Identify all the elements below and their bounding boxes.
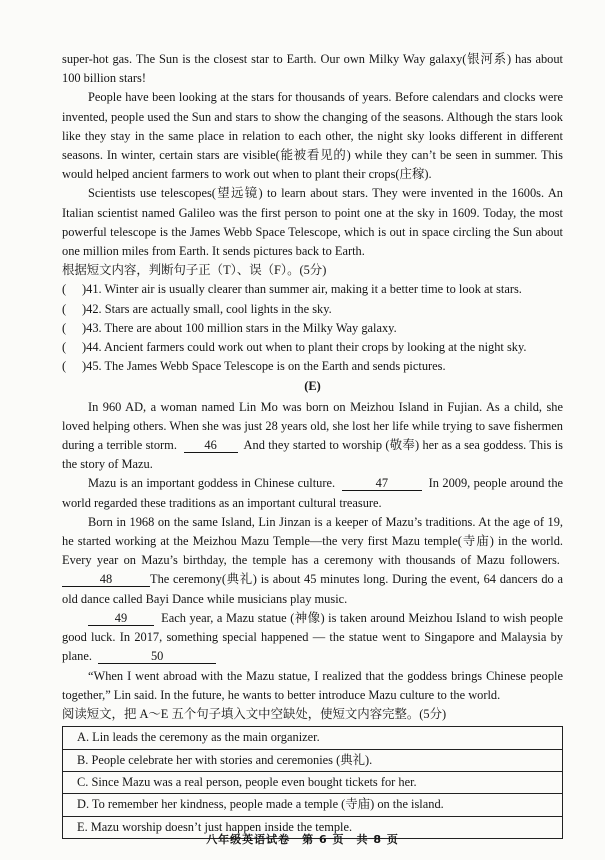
page-footer: 八年级英语试卷 第 6 页 共 8 页 [206, 833, 399, 846]
passage-d-telescopes: Scientists use telescopes(望远镜) to learn about stars. They were invented in the 1600s. An Italian scientist named Galileo was the first person to point one at the sky in 1609. Today, the most powerful telescope is the James Webb Space Telescope, which is out in space circling the Sun about one million miles from Earth. It sends pictures back to Earth. [62, 186, 563, 259]
option-c: C. Since Mazu was a real person, people even bought tickets for her. [63, 772, 562, 794]
question-41[interactable] [62, 280, 563, 299]
option-d: D. To remember her kindness, people made a temple (寺庙) on the island. [63, 794, 562, 816]
page-content [62, 50, 563, 839]
passage-e-para-5: “When I went abroad with the Mazu statue, I realized that the goddess brings Chinese people together,” Lin said. In the future, he wants to better introduce Mazu culture to the world. [62, 668, 563, 702]
blank-50[interactable]: 50 [98, 649, 216, 664]
option-e: E. Mazu worship doesn’t just happen inside the temple. [77, 819, 353, 834]
question-text: )43. There are about 100 million stars in the Milky Way galaxy. [82, 320, 397, 335]
para-text: Born in 1968 on the same Island, Lin Jinzan is a keeper of Mazu’s traditions. At the age of 19, he started working at the Meizhou Mazu Temple—the very first Mazu temple(寺庙) in the world. Every year on Mazu’s birthday, the temple has a ceremony with thousands of Mazu followers. [62, 514, 563, 568]
fill-instruction: 阅读短文，把 A～E 五个句子填入文中空缺处，使短文内容完整。(5分) [62, 706, 447, 721]
passage-d-history: People have been looking at the stars for thousands of years. Before calendars and clocks were invented, people used the Sun and stars to show the changing of the seasons. Although the stars look like they stay in the same place in relation to each other, the night sky looks different in different seasons. In winter, certain stars are visible(能被看见的) while they can’t be seen in summer. This would helped ancient farmers to work out when to plant their crops(庄稼). [62, 90, 563, 182]
passage-e-para-2 [62, 474, 563, 512]
para-text: The ceremony(典礼) is about 45 minutes long. During the event, 64 dancers do a old dance called Bayi Dance while musicians play music. [62, 572, 563, 606]
answer-paren: ( [62, 301, 67, 316]
question-text: )44. Ancient farmers could work out when to plant their crops by looking at the night sky. [82, 340, 527, 355]
question-45[interactable] [62, 357, 563, 376]
passage-e-para-4 [62, 609, 563, 667]
question-text: )45. The James Webb Space Telescope is on the Earth and sends pictures. [82, 359, 446, 374]
para-text: Mazu is an important goddess in Chinese culture. [88, 476, 336, 491]
question-43[interactable] [62, 319, 563, 338]
option-b: B. People celebrate her with stories and ceremonies (典礼). [63, 750, 562, 772]
question-42[interactable] [62, 300, 563, 319]
blank-47[interactable]: 47 [342, 476, 422, 491]
blank-46[interactable]: 46 [184, 438, 238, 453]
answer-paren: ( [62, 359, 67, 374]
options-box [62, 726, 563, 839]
para-text: And they started to worship (敬奉) her as a sea goddess. This is the story of Mazu. [62, 438, 563, 472]
answer-paren: ( [62, 282, 67, 297]
para-text: Each year, a Mazu statue (神像) is taken around Meizhou Island to wish people good luck. In 2017, something special happened — the statue went to Singapore and Malaysia by plane. [62, 610, 563, 664]
passage-d-intro: super-hot gas. The Sun is the closest star to Earth. Our own Milky Way galaxy(银河系) has about 100 billion stars! [62, 52, 563, 86]
para-text: In 960 AD, a woman named Lin Mo was born on Meizhou Island in Fujian. As a child, she loved helping others. When she was just 28 years old, she lost her life while trying to save fishermen during a terrible storm. [62, 399, 563, 453]
blank-49[interactable]: 49 [88, 611, 154, 626]
question-44[interactable] [62, 338, 563, 357]
blank-48[interactable]: 48 [62, 572, 150, 587]
para-text: In 2009, people around the world regarded these traditions as an important cultural treasure. [62, 476, 564, 510]
passage-e-para-1 [62, 398, 563, 475]
answer-paren: ( [62, 320, 67, 335]
question-text: )42. Stars are actually small, cool lights in the sky. [82, 301, 332, 316]
tf-instruction: 根据短文内容，判断句子正（T）、误（F）。(5分) [62, 263, 327, 278]
option-a: A. Lin leads the ceremony as the main organizer. [63, 727, 562, 749]
question-text: )41. Winter air is usually clearer than summer air, making it a better time to look at stars. [82, 282, 522, 297]
passage-e-para-3 [62, 513, 563, 609]
section-e-heading: (E) [304, 379, 321, 394]
answer-paren: ( [62, 340, 67, 355]
